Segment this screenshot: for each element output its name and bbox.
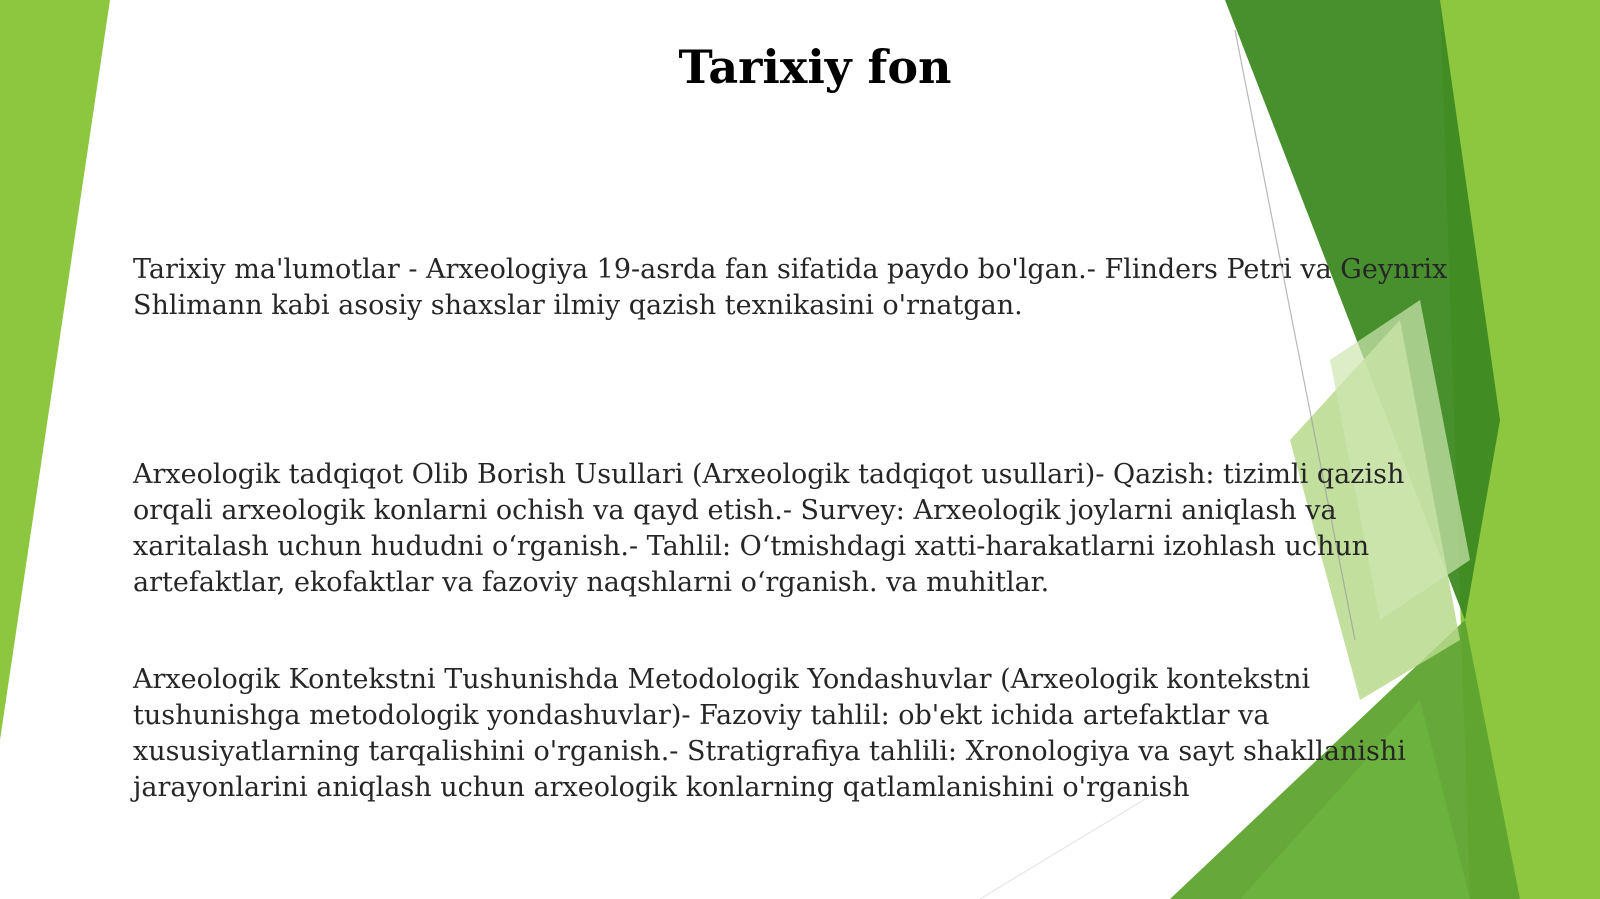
paragraph-historical-info: Tarixiy ma'lumotlar - Arxeologiya 19-asrda fan sifatida paydo bo'lgan.- Flinders Petri va Geynrix Shlimann kabi asosiy shaxslar ilmiy qazish texnikasini o'rnatgan. bbox=[133, 254, 1448, 321]
slide-title: Tarixiy fon bbox=[678, 40, 952, 94]
bottom-thin-line bbox=[980, 790, 1160, 899]
paragraph-research-methods: Arxeologik tadqiqot Olib Borish Usullari (Arxeologik tadqiqot usullari)- Qazish: tizimli qazish orqali arxeologik konlarni ochish va qayd etish.- Survey: Arxeologik joylarni aniqlash va xaritalash uchun hududni o‘rganish.- Tahlil: O‘tmishdagi xatti-harakatlarni izohlash uchun artefaktlar, ekofaktlar va fazoviy naqshlarni o‘rganish. va muhitlar. bbox=[133, 459, 1405, 598]
left-green-band bbox=[0, 0, 110, 740]
paragraph-methodological-approaches: Arxeologik Kontekstni Tushunishda Metodologik Yondashuvlar (Arxeologik kontekstni tushunishga metodologik yondashuvlar)- Fazoviy tahlil: ob'ekt ichida artefaktlar va xususiyatlarning tarqalishini o'rganish.- Stratigrafiya tahlili: Xronologiya va sayt shakllanishi jarayonlarini aniqlash uchun arxeologik konlarning qatlamlanishini o'rganish bbox=[133, 664, 1406, 803]
